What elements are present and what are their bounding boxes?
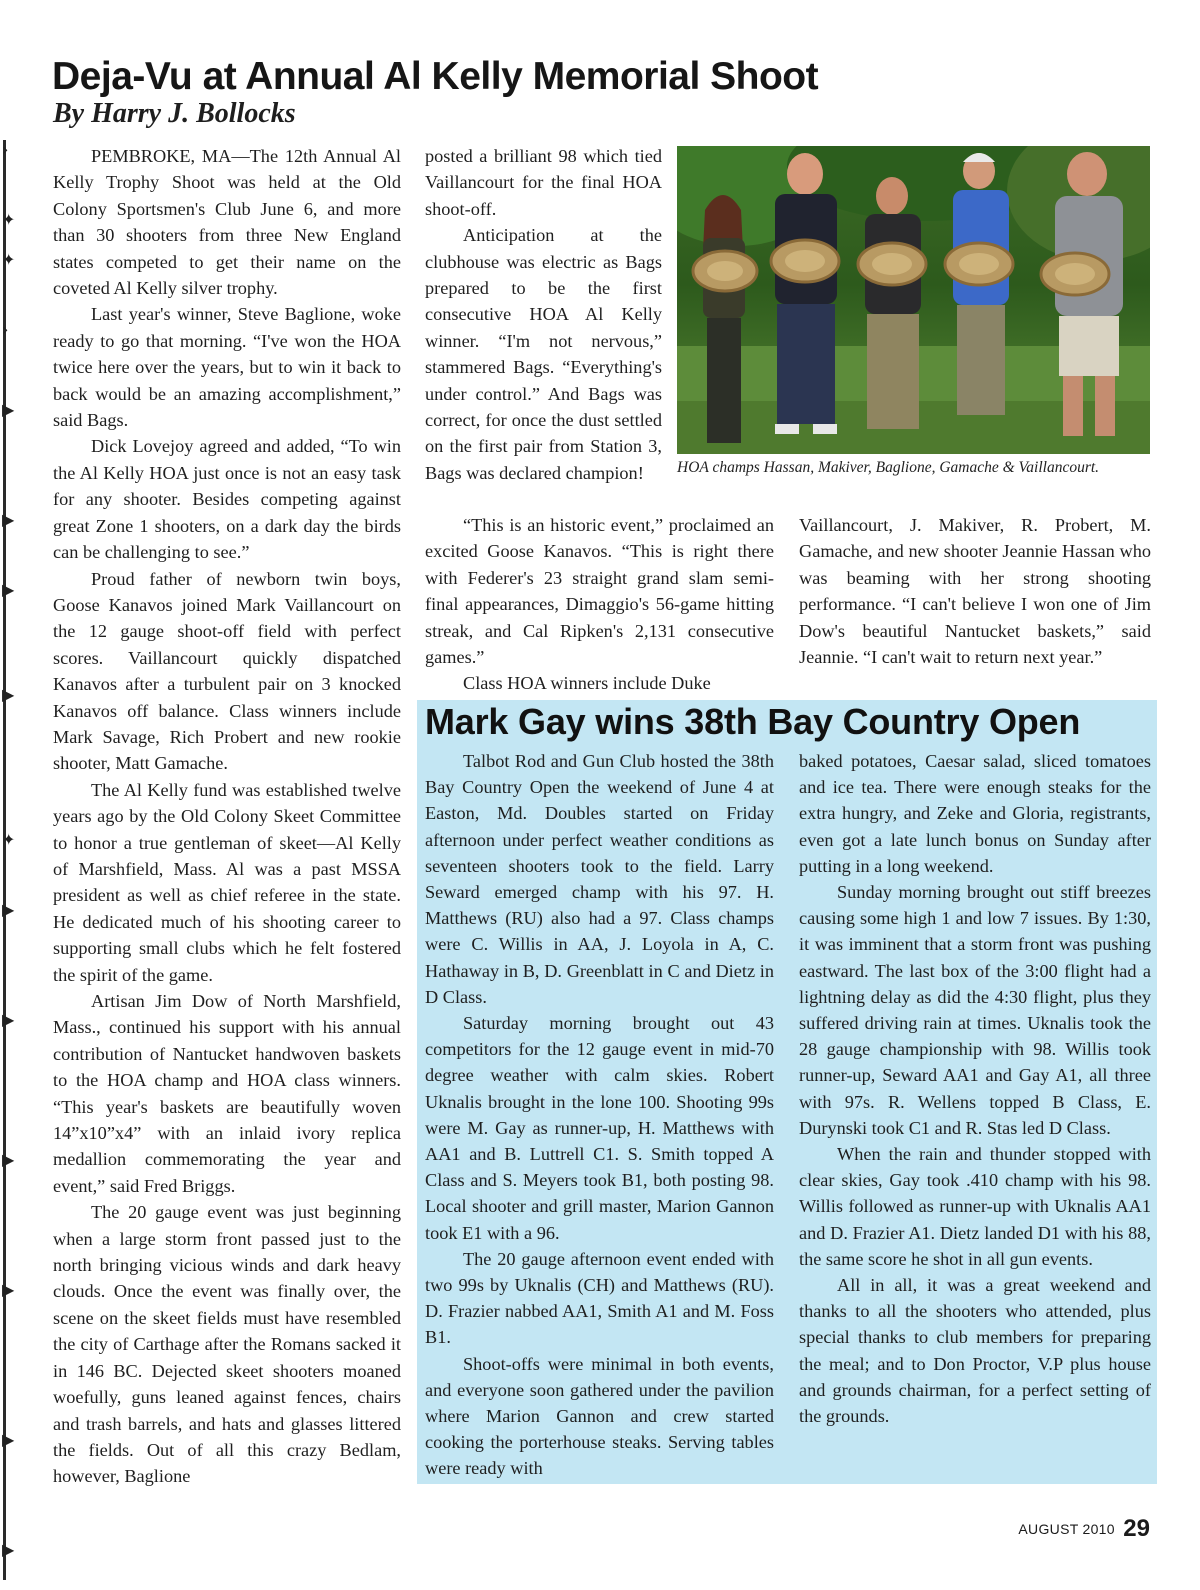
paragraph: “This is an historic event,” proclaimed an excited Goose Kanavos. “This is right there with Federer's 23 straight grand slam semi-final appearances, Dimaggio's 56-game hitting streak, and Cal Ripken's 2,131 consecutive games.” — [425, 515, 774, 668]
paragraph: PEMBROKE, MA—The 12th Annual Al Kelly Trophy Shoot was held at the Old Colony Sportsmen's Club June 6, and more than 30 shooters from three New England states competed to get their name on the coveted Al Kelly silver trophy. — [53, 146, 401, 299]
article-headline: Deja-Vu at Annual Al Kelly Memorial Shoot — [52, 55, 819, 98]
paragraph: Sunday morning brought out stiff breezes causing some high 1 and low 7 issues. By 1:30, it was imminent that a storm front was pushing eastward. The last box of the 3:00 flight had a lightning delay as did the 4:30 flight, plus they suffered driving rain at times. Uknalis took the 28 gauge championship with 98. Willis took runner-up, Seward AA1 and Gay A1, all three with 97s. R. Wellens topped B Class, E. Durynski took C1 and R. Stas led D Class. — [799, 882, 1151, 1138]
page-footer — [1018, 1515, 1150, 1543]
paragraph: When the rain and thunder stopped with clear skies, Gay took .410 champ with his 98. Willis followed as runner-up with Uknalis AA1 and D. Frazier A1. Dietz landed D1 with his 88, the same score he shot in all gun events. — [799, 1144, 1151, 1269]
article-column-3 — [799, 512, 1151, 670]
paragraph: Last year's winner, Steve Baglione, woke ready to go that morning. “I've won the HOA twice here over the years, but to win it back to back would be an amazing accomplishment,” said Bags. — [53, 304, 401, 431]
sidebar-article — [417, 700, 1157, 1484]
page-number: 29 — [1123, 1515, 1150, 1542]
sidebar-headline: Mark Gay wins 38th Bay Country Open — [425, 701, 1081, 742]
paragraph: Dick Lovejoy agreed and added, “To win the Al Kelly HOA just once is not an easy task for any shooter. Besides competing against great Zone 1 shooters, on a dark day the birds can be challenging to see.” — [53, 436, 401, 563]
photo-caption: HOA champs Hassan, Makiver, Baglione, Gamache & Vaillancourt. — [677, 459, 1100, 476]
paragraph: Proud father of newborn twin boys, Goose Kanavos joined Mark Vaillancourt on the 12 gauge shoot-off field with perfect scores. Vaillancourt quickly dispatched Kanavos after a turbulent pair on 3 knocked Kanavos off balance. Class winners include Mark Savage, Rich Probert and new rookie shooter, Matt Gamache. — [53, 568, 401, 774]
sidebar-column-1 — [425, 748, 774, 1482]
paragraph: The 20 gauge afternoon event ended with two 99s by Uknalis (CH) and Matthews (RU). D. Frazier nabbed AA1, Smith A1 and M. Foss B1. — [425, 1248, 774, 1348]
binding-edge-marks: › ✦ ✦ › ▶ ▶ ▶ ▶ ✦ ▶ ▶ ▶ ▶ ▶ ▶ — [2, 140, 16, 1559]
paragraph: The 20 gauge event was just beginning when a large storm front passed just to the north bringing vicious winds and dark heavy clouds. Once the event was finally over, the scene on the skeet fields must have resembled the city of Carthage after the Romans sacked it in 146 BC. Dejected skeet shooters moaned woefully, guns leaned against fences, chairs and trash barrels, and hats and glasses littered the fields. Out of all this crazy Bedlam, however, Baglione — [53, 1202, 401, 1487]
paragraph: The Al Kelly fund was established twelve years ago by the Old Colony Skeet Committee to honor a true gentleman of skeet—Al Kelly of Marshfield, Mass. Al was a past MSSA president as well as chief referee in the state. He dedicated much of his shooting career to supporting small clubs which he felt fostered the spirit of the game. — [53, 779, 401, 985]
team-photo — [677, 146, 1150, 454]
paragraph: posted a brilliant 98 which tied Vaillancourt for the final HOA shoot-off. — [425, 146, 662, 219]
paragraph: Saturday morning brought out 43 competitors for the 12 gauge event in mid-70 degree weather with calm skies. Robert Uknalis brought in the lone 100. Shooting 99s were M. Gay as runner-up, H. Matthews with AA1 and B. Luttrell C1. S. Smith topped A Class and S. Meyers took B1, both posting 98. Local shooter and grill master, Marion Gannon took E1 with a 96. — [425, 1013, 774, 1243]
article-column-1 — [53, 143, 401, 1490]
article-column-2-top — [425, 143, 662, 486]
paragraph: Shoot-offs were minimal in both events, and everyone soon gathered under the pavilion where Marion Gannon and crew started cooking the porterhouse steaks. Serving tables were ready with — [425, 1353, 774, 1479]
paragraph: All in all, it was a great weekend and thanks to all the shooters who attended, plus special thanks to club members for preparing the meal; and to Don Proctor, V.P plus house and grounds chairman, for a perfect setting of the grounds. — [799, 1275, 1151, 1427]
article-byline: By Harry J. Bollocks — [53, 98, 296, 129]
paragraph: Anticipation at the clubhouse was electric as Bags prepared to be the first consecutive HOA Al Kelly winner. “I'm not nervous,” stammered Bags. “Everything's under control.” And Bags was correct, for once the dust settled on the first pair from Station 3, Bags was declared champion! — [425, 225, 662, 483]
issue-date: AUGUST 2010 — [1018, 1521, 1115, 1537]
paragraph: Vaillancourt, J. Makiver, R. Probert, M. Gamache, and new shooter Jeannie Hassan who was beaming with her strong shooting performance. “I can't believe I won one of Jim Dow's beautiful Nantucket baskets,” said Jeannie. “I can't wait to return next year.” — [799, 515, 1151, 668]
paragraph: Artisan Jim Dow of North Marshfield, Mass., continued his support with his annual contribution of Nantucket handwoven baskets to the HOA champ and HOA class winners. “This year's baskets are beautifully woven 14”x10”x4” with an inlaid ivory replica medallion commemorating the year and event,” said Fred Briggs. — [53, 991, 401, 1196]
article-column-2-bottom — [425, 512, 774, 697]
sidebar-column-2 — [799, 748, 1151, 1429]
paragraph: Talbot Rod and Gun Club hosted the 38th Bay Country Open the weekend of June 4 at Easton, Md. Doubles started on Friday afternoon under perfect weather conditions as seventeen shooters took to the field. Larry Seward emerged champ with his 97. H. Matthews (RU) also had a 97. Class champs were C. Willis in AA, J. Loyola in A, C. Hathaway in B, D. Greenblatt in C and Dietz in D Class. — [425, 751, 774, 1007]
paragraph: Class HOA winners include Duke — [463, 673, 711, 694]
paragraph: baked potatoes, Caesar salad, sliced tomatoes and ice tea. There were enough steaks for the extra hungry, and Zeke and Gloria, registrants, even got a late lunch bonus on Sunday after putting in a long weekend. — [799, 751, 1151, 876]
